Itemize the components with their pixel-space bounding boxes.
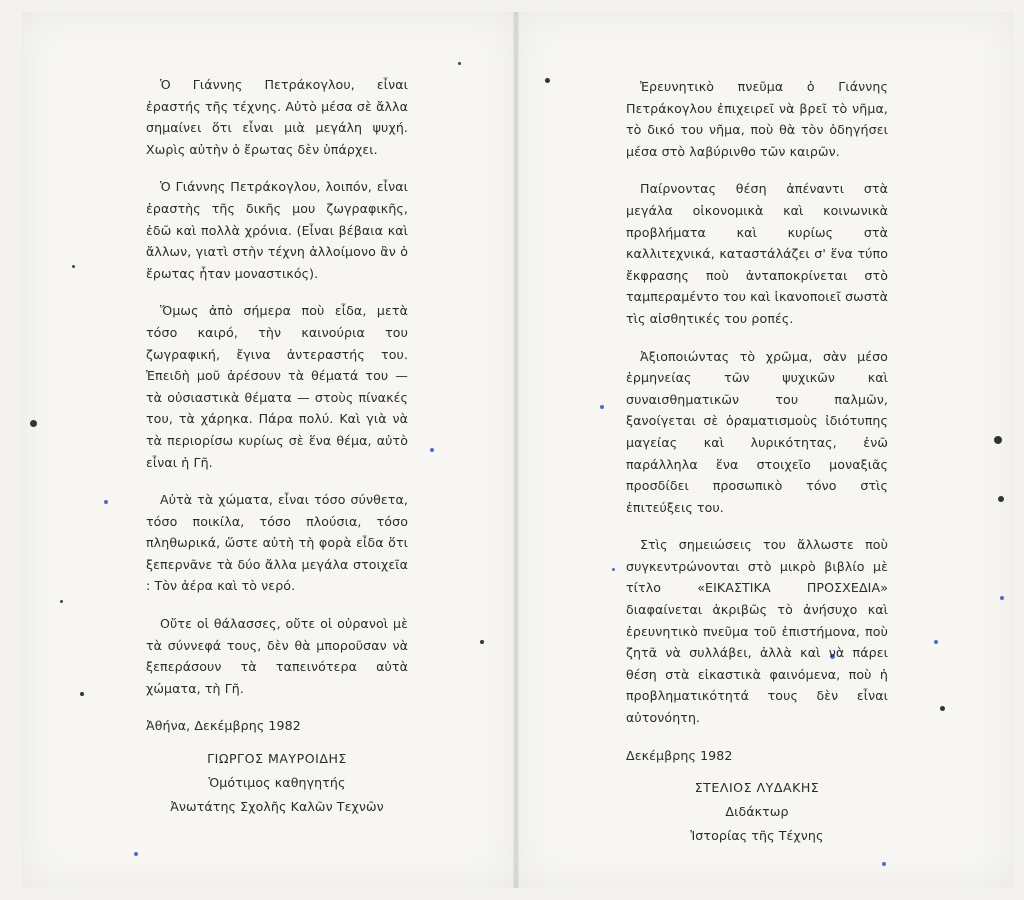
right-column (626, 76, 888, 848)
left-signature-title-1: Ὁμότιμος καθηγητής (208, 775, 346, 791)
right-date: Δεκέμβρης 1982 (626, 747, 733, 763)
left-column (146, 74, 408, 819)
right-paragraph-3: Ἀξιοποιώντας τὸ χρῶμα, σὰν μέσο ἑρμηνείας τῶν ψυχικῶν καὶ συναισθηματικῶν του παλμῶν, ξανοίγεται σὲ ὁραματισμοὺς ἰδιότυπης μαγείας καὶ λυρικότητας, ἐνῶ παράλληλα ἕνα στοιχεῖο μοναξιᾶς προσδίδει προσωπικὸ τόνο στὶς ἐπιτεύξεις του. (626, 348, 888, 515)
right-paragraph-2: Παίρνοντας θέση ἀπέναντι στὰ μεγάλα οἰκονομικὰ καὶ κοινωνικὰ προβλήματα καὶ κυρίως στὰ καλλιτεχνικά, καταστάλάζει σ' ἕνα τύπο ἔκφρασης ποὺ ἀνταποκρίνεται στὸ ταμπεραμέντο του καὶ ἱκανοποιεῖ σωστὰ τὶς αἰσθητικές του ροπές. (626, 181, 888, 326)
right-signature-title-1: Διδάκτωρ (725, 804, 789, 820)
page-fold (513, 12, 519, 888)
left-paragraph-1: Ὁ Γιάννης Πετράκογλου, εἶναι ἐραστής τῆς τέχνης. Αὐτὸ μέσα σὲ ἄλλα σημαίνει ὅτι εἶναι μιὰ μεγάλη ψυχή. Χωρὶς αὐτὴν ὁ ἔρωτας δὲν ὑπάρχει. (146, 77, 408, 157)
left-paragraph-4: Αὐτὰ τὰ χώματα, εἶναι τόσο σύνθετα, τόσο ποικίλα, τόσο πλούσια, τόσο πληθωρικά, ὥστε αὐτὴ τὴ φορὰ εἶδα ὅτι ξεπερνᾶνε τὰ δύο ἄλλα μεγάλα στοιχεῖα : Τὸν ἀέρα καὶ τὸ νερό. (146, 492, 408, 594)
left-signature (146, 747, 408, 819)
left-paragraph-5: Οὔτε οἱ θάλασσες, οὔτε οἱ οὐρανοὶ μὲ τὰ σύννεφά τους, δὲν θὰ μποροῦσαν νὰ ξεπεράσουν τὰ ταπεινότερα αὐτὰ χώματα, τὴ Γῆ. (146, 616, 408, 696)
right-signature-name: ΣΤΕΛΙΟΣ ΛΥΔΑΚΗΣ (694, 780, 820, 796)
left-paragraph-3: Ὅμως ἀπὸ σήμερα ποὺ εἶδα, μετὰ τόσο καιρό, τὴν καινούρια του ζωγραφική, ἔγινα ἀντεραστής του. Ἐπειδὴ μοῦ ἀρέσουν τὰ θέματά του — τὰ οὐσιαστικὰ θέματα — στοὺς πίνακές του, τὰ χάρηκα. Πάρα πολύ. Καὶ γιὰ νὰ τὰ περιορίσω κυρίως σὲ ἕνα θέμα, αὐτὸ εἶναι ἡ Γῆ. (146, 303, 408, 470)
left-signature-title-2: Ἀνωτάτης Σχολῆς Καλῶν Τεχνῶν (170, 799, 384, 815)
left-signature-name: ΓΙΩΡΓΟΣ ΜΑΥΡΟΙΔΗΣ (207, 751, 347, 767)
right-signature-title-2: Ἱστορίας τῆς Τέχνης (690, 828, 824, 844)
right-paragraph-4: Στὶς σημειώσεις του ἄλλωστε ποὺ συγκεντρώνονται στὸ μικρὸ βιβλίο μὲ τίτλο «ΕΙΚΑΣΤΙΚΑ ΠΡΟΣΧΕΔΙΑ» διαφαίνεται ἀκριβῶς τὸ ἀνήσυχο καὶ ἐρευνητικὸ πνεῦμα τοῦ ἐπιστήμονα, ποὺ ζητᾶ νὰ συλλάβει, ἀλλὰ καὶ νὰ πάρει θέση στὰ εἰκαστικὰ φαινόμενα, ποὺ ἡ προβληματικότητά τους δὲν εἶναι αὐτονόητη. (626, 537, 888, 726)
left-paragraph-2: Ὁ Γιάννης Πετράκογλου, λοιπόν, εἶναι ἐραστὴς τῆς δικῆς μου ζωγραφικῆς, ἐδῶ καὶ πολλὰ χρόνια. (Εἶναι βέβαια καὶ ἄλλων, γιατὶ στὴν τέχνη ἀλλοίμονο ἂν ὁ ἔρωτας ἦταν μοναστικός). (146, 179, 408, 281)
right-paragraph-1: Ἐρευνητικὸ πνεῦμα ὁ Γιάννης Πετράκογλου ἐπιχειρεῖ νὰ βρεῖ τὸ νῆμα, τὸ δικό του νῆμα, ποὺ θὰ τὸν ὁδηγήσει μέσα στὸ λαβύρινθο τῶν καιρῶν. (626, 79, 888, 159)
left-date: Ἀθήνα, Δεκέμβρης 1982 (146, 718, 301, 734)
right-signature (626, 776, 888, 848)
